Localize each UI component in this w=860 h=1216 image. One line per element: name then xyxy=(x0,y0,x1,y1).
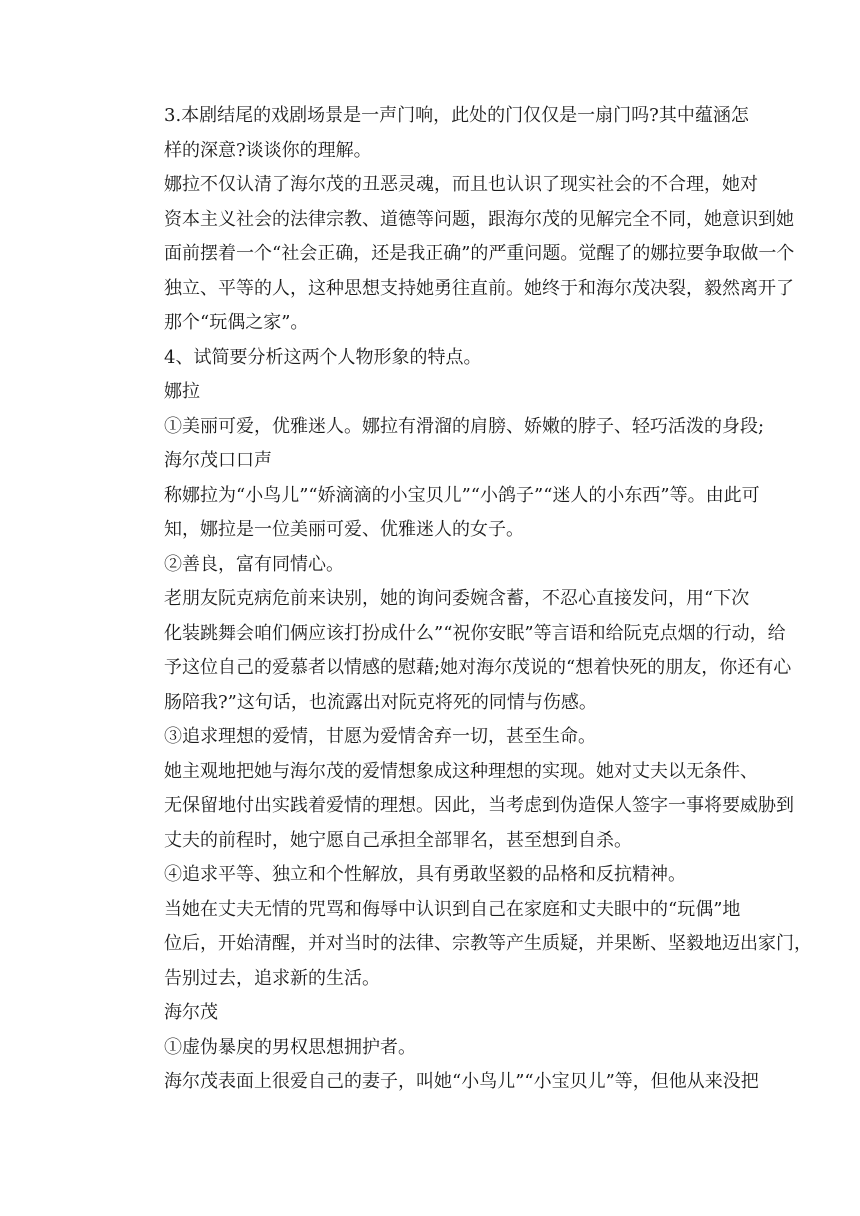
paragraph xyxy=(132,99,749,168)
text-line: 告别过去，追求新的生活。 xyxy=(164,967,380,989)
paragraph xyxy=(132,548,732,583)
text-line: 那个“玩偶之家”。 xyxy=(164,312,309,333)
text-line: 3.本剧结尾的戏剧场景是一声门响，此处的门仅仅是一扇门吗?其中蕴涵怎 xyxy=(164,105,749,126)
text-line: 知，娜拉是一位美丽可爱、优雅迷人的女子。 xyxy=(164,519,524,540)
paragraph xyxy=(132,1065,759,1100)
text-line: ②善良，富有同情心。 xyxy=(164,553,344,575)
text-line: 资本主义社会的法律宗教、道德等问题，跟海尔茂的见解完全不同，她意识到她 xyxy=(164,208,794,230)
text-line: ③追求理想的爱情，甘愿为爱情舍弃一切，甚至生命。 xyxy=(164,726,596,747)
text-line: 丈夫的前程时，她宁愿自己承担全部罪名，甚至想到自杀。 xyxy=(164,829,632,851)
text-line: 她主观地把她与海尔茂的爱情想象成这种理想的实现。她对丈夫以无条件、 xyxy=(164,760,758,782)
text-line: ①虚伪暴戾的男权思想拥护者。 xyxy=(164,1036,416,1058)
document-body xyxy=(132,99,812,1100)
paragraph xyxy=(132,1031,732,1066)
paragraph xyxy=(132,582,792,720)
text-line: 海尔茂口口声 xyxy=(164,450,272,471)
paragraph xyxy=(132,410,765,479)
text-line: 样的深意?谈谈你的理解。 xyxy=(164,139,372,161)
text-line: ④追求平等、独立和个性解放，具有勇敢坚毅的品格和反抗精神。 xyxy=(164,864,686,885)
paragraph xyxy=(132,375,732,410)
text-line: 肠陪我?”这句话，也流露出对阮克将死的同情与伤感。 xyxy=(164,691,597,713)
text-line: 无保留地付出实践着爱情的理想。因此，当考虑到伪造保人签字一事将要威胁到 xyxy=(164,795,794,816)
text-line: 海尔茂表面上很爱自己的妻子，叫她“小鸟儿”“小宝贝儿”等，但他从来没把 xyxy=(164,1071,759,1092)
text-line: 娜拉 xyxy=(164,381,200,402)
paragraph xyxy=(132,755,794,859)
text-line: 海尔茂 xyxy=(164,1002,218,1023)
paragraph xyxy=(132,168,795,341)
text-line: ①美丽可爱，优雅迷人。娜拉有滑溜的肩膀、娇嫩的脖子、轻巧活泼的身段; xyxy=(164,415,765,437)
text-line: 化装跳舞会咱们俩应该打扮成什么”“祝你安眠”等言语和给阮克点烟的行动，给 xyxy=(164,622,786,644)
text-line: 老朋友阮克病危前来诀别，她的询问委婉含蓄，不忍心直接发问，用“下次 xyxy=(164,588,750,609)
paragraph xyxy=(132,720,732,755)
text-line: 位后，开始清醒，并对当时的法律、宗教等产生质疑，并果断、坚毅地迈出家门， xyxy=(164,933,812,954)
paragraph xyxy=(132,893,812,997)
paragraph xyxy=(132,341,732,376)
text-line: 称娜拉为“小鸟儿”“娇滴滴的小宝贝儿”“小鸽子”“迷人的小东西”等。由此可 xyxy=(164,484,760,506)
text-line: 面前摆着一个“社会正确，还是我正确”的严重问题。觉醒了的娜拉要争取做一个 xyxy=(164,243,795,264)
text-line: 独立、平等的人，这种思想支持她勇往直前。她终于和海尔茂决裂，毅然离开了 xyxy=(164,277,794,299)
paragraph xyxy=(132,996,732,1031)
text-line: 娜拉不仅认清了海尔茂的丑恶灵魂，而且也认识了现实社会的不合理，她对 xyxy=(164,174,758,195)
text-line: 当她在丈夫无情的咒骂和侮辱中认识到自己在家庭和丈夫眼中的“玩偶”地 xyxy=(164,898,741,920)
text-line: 予这位自己的爱慕者以情感的慰藉;她对海尔茂说的“想着快死的朋友，你还有心 xyxy=(164,657,792,678)
paragraph xyxy=(132,858,732,893)
text-line: 4、试简要分析这两个人物形象的特点。 xyxy=(164,346,482,368)
paragraph xyxy=(132,479,760,548)
